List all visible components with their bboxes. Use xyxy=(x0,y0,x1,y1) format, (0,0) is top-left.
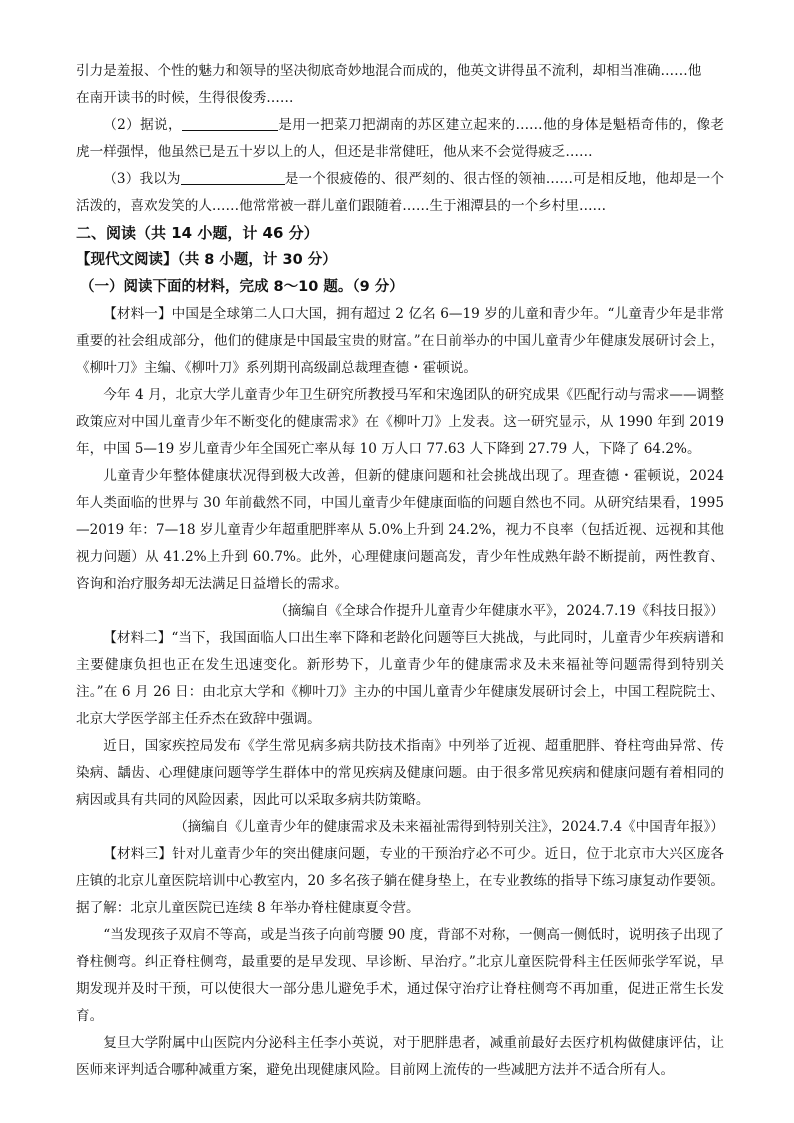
continued-text-line: 在南开读书的时候，生得很俊秀…… xyxy=(76,90,294,106)
question-number: （2） xyxy=(103,117,141,133)
continued-text-line: 引力是羞报、个性的魅力和领导的坚决彻底奇妙地混合而成的，他英文讲得虽不流利，却相当准确……他 xyxy=(76,63,702,79)
question-text: 是一个很疲倦的、很严刻的、很古怪的领袖……可是相反地，他却是一个活 xyxy=(76,171,725,214)
continued-paragraph xyxy=(76,58,724,112)
material-2-source: （摘编自《儿童青少年的健康需求及未来福祉需得到特别关注》，2024.7.4《中国青年报》） xyxy=(174,819,724,835)
question-text: 据说， xyxy=(140,117,182,133)
subsection-heading: 【现代文阅读】（共 8 小题，计 30 分） xyxy=(76,252,337,268)
material-1-paragraph: 【材料一】中国是全球第二人口大国，拥有超过 2 亿名 6—19 岁的儿童和青少年。“儿童青少年是非常重要的社会组成部分，他们的健康是中国最宝贵的财富。”在日前举办的中国儿童青少年健康发展研讨会上，《柳叶刀》主编、《柳叶刀》系列期刊高级副总裁理查德・霍顿说。 xyxy=(76,306,724,376)
question-text: 是用一把菜刀把湖南的苏区建立起来的……他的身体是魁梧奇伟的，像老 xyxy=(277,117,724,133)
material-1-paragraph: 今年 4 月，北京大学儿童青少年卫生研究所教授马军和宋逸团队的研究成果《匹配行动与需求——调整政策应对中国儿童青少年不断变化的健康需求》在《柳叶刀》上发表。这一研究显示，从 1990 年到 2019 年，中国 5—19 岁儿童青少年全国死亡率从每 10 万人口 77.63 人下降到 27.79 人，下降了 64.2%。 xyxy=(76,387,724,457)
question-text: 我以为 xyxy=(139,171,181,187)
question-text: 泼的，喜欢发笑的人……他常常被一群儿童们跟随着……生于湘潭县的一个乡村里…… xyxy=(89,198,607,214)
section-heading: 二、阅读（共 14 小题，计 46 分） xyxy=(76,224,319,242)
answer-blank[interactable] xyxy=(181,169,285,185)
material-1-paragraph: 儿童青少年整体健康状况得到极大改善，但新的健康问题和社会挑战出现了。理查德・霍顿说，2024 年人类面临的世界与 30 年前截然不同，中国儿童青少年健康面临的问题自然也不同。从研究结果看，1995—2019 年：7—18 岁儿童青少年超重肥胖率从 5.0%上升到 24.2%，视力不良率（包括近视、远视和其他视力问题）从 41.2%上升到 60.7%。此外，心理健康问题高发，青少年性成熟年龄不断提前，两性教育、咨询和治疗服务却无法满足日益增长的需求。 xyxy=(76,468,724,592)
question-3 xyxy=(76,166,724,220)
exam-page xyxy=(76,58,724,1084)
material-3-paragraph: “当发现孩子双肩不等高，或是当孩子向前弯腰 90 度，背部不对称，一侧高一侧低时，说明孩子出现了脊柱侧弯。纠正脊柱侧弯，最重要的是早发现、早诊断、早治疗。”北京儿童医院骨科主任医师张学军说，早期发现并及时干预，可以使很大一部分患儿避免手术，通过保守治疗让脊柱侧弯不再加重，促进正常生长发育。 xyxy=(76,927,724,1024)
question-2 xyxy=(76,112,724,166)
material-3-paragraph: 复旦大学附属中山医院内分泌科主任李小英说，对于肥胖患者，减重前最好去医疗机构做健康评估，让医师来评判适合哪种减重方案，避免出现健康风险。目前网上流传的一些减肥方法并不适合所有人。 xyxy=(76,1035,724,1078)
part-heading: （一）阅读下面的材料，完成 8～10 题。（9 分） xyxy=(80,279,404,295)
question-text: 虎一样强悍，他虽然已是五十岁以上的人，但还是非常健旺，他从来不会觉得疲乏…… xyxy=(76,144,593,160)
material-2-paragraph: 【材料二】“当下，我国面临人口出生率下降和老龄化问题等巨大挑战，与此同时，儿童青少年疾病谱和主要健康负担也正在发生迅速变化。新形势下，儿童青少年的健康需求及未来福祉等问题需得到特别关注。”在 6 月 26 日：由北京大学和《柳叶刀》主办的中国儿童青少年健康发展研讨会上，中国工程院院士、北京大学医学部主任乔杰在致辞中强调。 xyxy=(76,630,724,727)
question-number: （3） xyxy=(103,171,140,187)
material-1-source: （摘编自《全球合作提升儿童青少年健康水平》，2024.7.19《科技日报》） xyxy=(274,603,724,619)
material-2-paragraph: 近日，国家疾控局发布《学生常见病多病共防技术指南》中列举了近视、超重肥胖、脊柱弯曲异常、传染病、龋齿、心理健康问题等学生群体中的常见疾病及健康问题。由于很多常见疾病和健康问题有着相同的病因或具有共同的风险因素，因此可以采取多病共防策略。 xyxy=(76,738,724,808)
material-3-paragraph: 【材料三】针对儿童青少年的突出健康问题，专业的干预治疗必不可少。近日，位于北京市大兴区庞各庄镇的北京儿童医院培训中心教室内，20 多名孩子躺在健身垫上，在专业教练的指导下练习康复动作要领。据了解：北京儿童医院已连续 8 年举办脊柱健康夏令营。 xyxy=(76,846,724,916)
answer-blank[interactable] xyxy=(182,115,278,131)
